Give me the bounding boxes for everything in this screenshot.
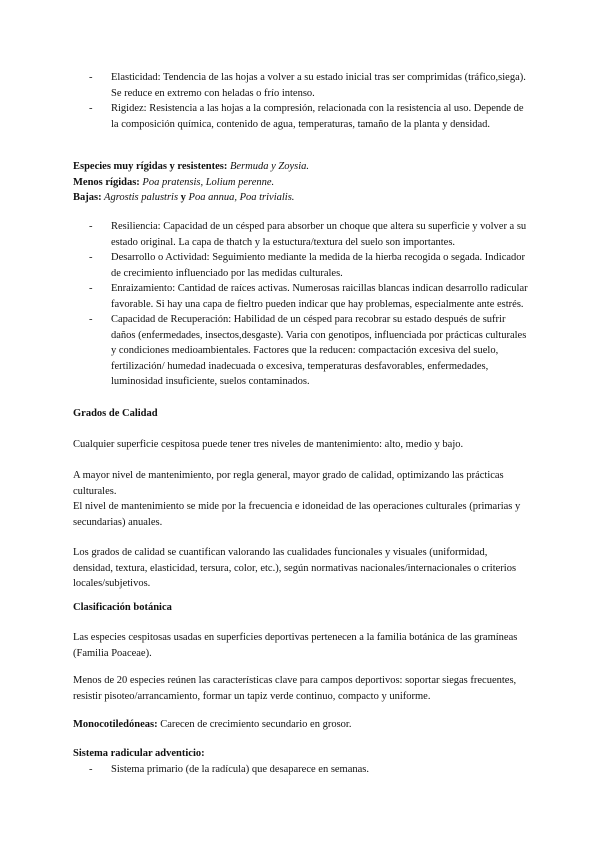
dash-bullet: -: [89, 763, 93, 775]
section-heading: Clasificación botánica: [73, 602, 172, 613]
clasificacion-p2-block: [73, 673, 528, 704]
species-less-rigid: [73, 175, 528, 191]
list-item-elasticidad: [73, 70, 528, 101]
list-item-rigidez: [73, 101, 528, 132]
section-clasificacion: [73, 600, 528, 616]
paragraph: [73, 717, 528, 733]
section-heading: Grados de Calidad: [73, 408, 158, 419]
list-item-enraizamiento: [73, 281, 528, 312]
section-grados: [73, 406, 528, 422]
item-text: Sistema primario (de la radícula) que desaparece en semanas.: [111, 763, 370, 775]
dash-bullet: -: [89, 221, 93, 232]
species-rigidity: [73, 159, 528, 206]
sistema-radicular-block: [73, 746, 528, 777]
grados-p1-block: [73, 437, 528, 453]
term-label: Sistema radicular adventicio:: [73, 748, 205, 759]
item-label: Capacidad de Recuperación:: [111, 314, 232, 325]
paragraph: Cualquier superficie cespitosa puede tener tres niveles de mantenimiento: alto, medio y bajo.: [73, 439, 464, 450]
species-value: Bermuda y Zoysia.: [227, 161, 310, 172]
species-separator: y: [178, 192, 189, 203]
term-label: Monocotiledóneas:: [73, 719, 158, 730]
paragraph: Los grados de calidad se cuantifican valorando las cualidades funcionales y visuales (uniformidad, densidad, textura, elasticidad, tersura, color, etc.), según normativas nacionales/internacionales o criterios locales/subjetivos.: [73, 547, 517, 589]
item-text: Seguimiento mediante la medida de la hierba recogida o segada. Indicador de crecimiento influenciado por las medidas culturales.: [111, 252, 526, 279]
species-label: Menos rígidas:: [73, 176, 140, 188]
paragraph: El nivel de mantenimiento se mide por la frecuencia e idoneidad de las operaciones culturales (primarias y secundarias) anuales.: [73, 501, 521, 528]
item-text: Resistencia a las hojas a la compresión, relacionada con la resistencia al uso. Depende de la composición química, contenido de agua, temperaturas, tamaño de la planta y densidad.: [111, 103, 524, 130]
species-label: Especies muy rígidas y resistentes:: [73, 161, 228, 172]
list-item-recuperacion: [73, 312, 528, 390]
species-very-rigid: [73, 159, 528, 175]
clasificacion-p1-block: [73, 630, 528, 661]
item-text: Tendencia de las hojas a volver a su estado inicial tras ser comprimidas (tráfico,siega). Se reduce en extremo con heladas o frío intenso.: [111, 72, 526, 99]
grados-p2-block: [73, 468, 528, 530]
item-text: Habilidad de un césped para recobrar su estado después de sufrir daños (enfermedades, insectos,desgaste). Varia con genotipos, influenciada por prácticas culturales y condiciones medioambientales. Factores que la reducen: compactación excesiva del suelo, fertilización/ humedad inadecuada o excesiva, temperaturas desfavorables, enfermedades, luminosidad insuficiente, suelos contaminados.: [111, 314, 527, 387]
species-value: Agrostis palustris: [101, 192, 179, 203]
dash-bullet: -: [89, 252, 93, 263]
paragraph: Las especies cespitosas usadas en superficies deportivas pertenecen a la familia botánica de las gramíneas (Familia Poaceae).: [73, 632, 518, 659]
item-text: Cantidad de raíces activas. Numerosas raicillas blancas indican desarrollo radicular favorable. Si hay una capa de fieltro pueden indicar que hay problemas, especialmente ante estrés.: [111, 283, 528, 310]
item-text: Capacidad de un césped para absorber un choque que altera su superficie y volver a su estado original. La capa de thatch y la estuctura/textura del suelo son importantes.: [111, 221, 527, 248]
property-list-2: [73, 219, 528, 390]
dash-bullet: -: [89, 314, 93, 325]
dash-bullet: -: [89, 103, 93, 114]
item-label: Enraizamiento:: [111, 283, 176, 294]
monocotiledoneas-block: [73, 717, 528, 733]
item-label: Resiliencia:: [111, 221, 161, 232]
paragraph: A mayor nivel de mantenimiento, por regla general, mayor grado de calidad, optimizando las prácticas culturales.: [73, 470, 504, 497]
item-label: Elasticidad:: [111, 72, 161, 83]
species-low: [73, 190, 528, 206]
species-value: Poa annua, Poa trivialis.: [188, 192, 295, 203]
dash-bullet: -: [89, 72, 93, 83]
list-item-resiliencia: [73, 219, 528, 250]
grados-p3-block: [73, 545, 528, 592]
list-item-desarrollo: [73, 250, 528, 281]
item-label: Rigidez:: [111, 103, 147, 114]
term-text: Carecen de crecimiento secundario en grosor.: [157, 719, 352, 730]
item-label: Desarrollo o Actividad:: [111, 252, 210, 263]
list-item-sistema-primario: [73, 762, 528, 778]
property-list-1: [73, 70, 528, 132]
species-value: Poa pratensis, Lolium perenne.: [139, 176, 275, 188]
paragraph: Menos de 20 especies reúnen las características clave para campos deportivos: soportar siegas frecuentes, resistir pisoteo/arrancamiento, formar un tapiz verde continuo, compacto y uniforme.: [73, 675, 517, 702]
species-label: Bajas:: [73, 192, 102, 203]
dash-bullet: -: [89, 283, 93, 294]
